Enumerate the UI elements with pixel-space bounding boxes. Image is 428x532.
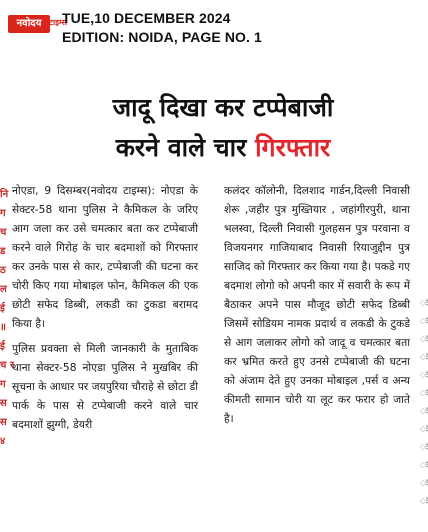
article-paragraph: पुलिस प्रवक्ता से मिली जानकारी के मुताबिक थाना सेक्टर-58 नोएडा पुलिस ने मुखबिर की सूचना के आधार पर जयपुरिया चौराहे से छोटा डी पार्क के पास से टप्पेबाजी करने वाले चार बदमाशों झुग्गी, डेयरी [12,342,198,431]
headline-line-2 [38,128,408,168]
article-paragraph: कलंदर कॉलोनी, दिलशाद गार्डन,दिल्ली निवासी शेरू ,जहीर पुत्र मुख्तियार , जहांगीरपुरी, थाना भलस्वा, दिल्ली निवासी गुलहसन पुत्र परवाना व विजयनगर गाजियाबाद निवासी रियाजुद्दीन पुत्र साजिद को गिरफ्तार कर किया गया है। पकडे गए बदमाश लोगो को अपनी कार में सवारी के रूप में बैठाकर अपने पास मौजूद छोटी सफेद डिब्बी जिसमें सोडियम नामक प्रदार्थ व लकडी के टुकडे से आग जलाकर लोगो को जादू व चमत्कार बता कर भ्रमित करते हुए उनसे टप्पेबाजी की घटना को अंजाम देते हुए उनका मोबाइल ,पर्स व अन्य कीमती सामान चोरी या लूट कर फरार हो जाते है। [224,184,410,425]
logo-text: नवोदय [16,18,42,29]
article-column-left [12,181,198,440]
edition-info: EDITION: NOIDA, PAGE NO. 1 [62,29,262,45]
right-column-fragment: ः ः ः ः ः ः ः ः ः ः ः ः [420,298,428,507]
article-column-right [224,181,410,434]
newspaper-logo [8,15,50,33]
headline-line-1: जादू दिखा कर टप्पेबाजी [112,93,334,122]
edition-date: TUE,10 DECEMBER 2024 [62,10,231,26]
logo-ext-text: टाइम्स [49,18,68,27]
article-paragraph: नोएडा, 9 दिसम्बर(नवोदय टाइम्स): नोएडा के सेक्टर-58 थाना पुलिस ने कैमिकल के जरिए आग जला कर उसे चमत्कार बता कर टप्पेबाजी करने वाले गिरोह के चार बदमाशों को गिरफ्तार कर उनके पास से कार, टप्पेबाजी की घटना कर चोरी किए गया मोबाइल फोन, कैमिकल की एक छोटी सफेद डिब्बी, लकडी का टुकडा बरामद किया है। [12,184,198,330]
left-column-fragment: नि ग च ड ठ ल ई ॥ ई च र ग स स ४ [0,189,14,447]
headline-line-2-black: करने वाले चार [115,133,247,162]
article-headline [38,88,408,168]
headline-highlight: गिरफ्तार [255,133,331,162]
page-header [0,0,428,56]
